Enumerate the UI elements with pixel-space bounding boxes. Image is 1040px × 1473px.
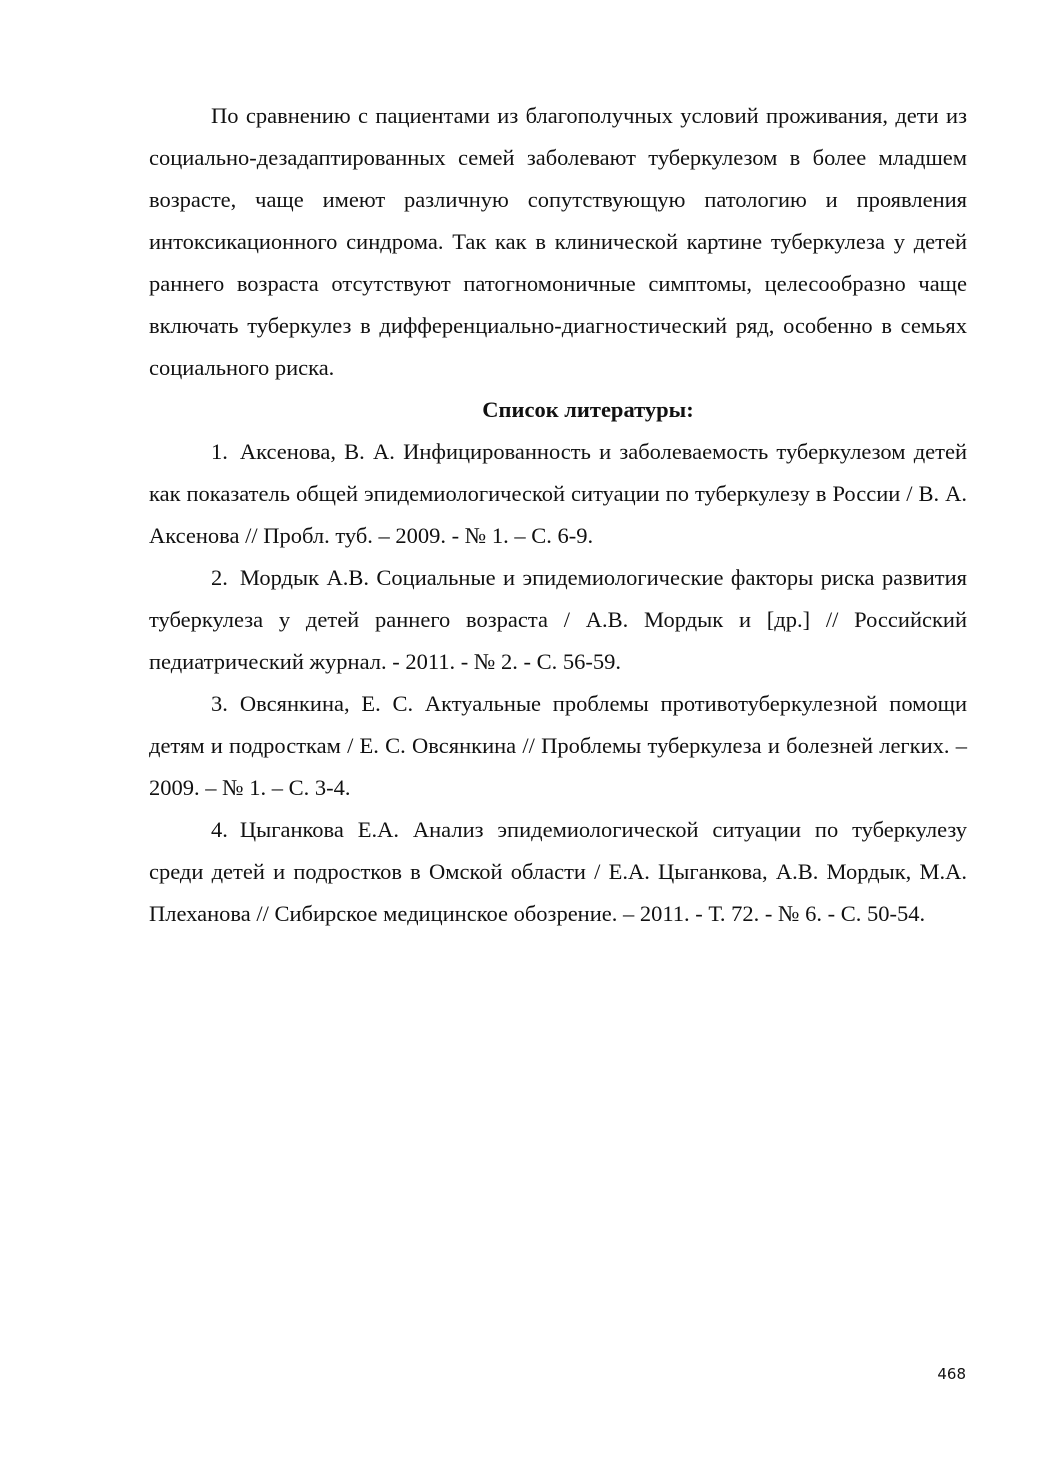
reference-number: 4. xyxy=(211,817,228,842)
reference-text: Мордык А.В. Социальные и эпидемиологические факторы риска развития туберкулеза у детей раннего возраста / А.В. Мордык и [др.] // Российский педиатрический журнал. - 2011. - № 2. - С. 56-59. xyxy=(149,565,967,674)
references-heading: Список литературы: xyxy=(482,397,694,422)
reference-item-1 xyxy=(149,431,967,557)
page-content xyxy=(149,95,967,935)
reference-text: Овсянкина, Е. С. Актуальные проблемы противотуберкулезной помощи детям и подросткам / Е. С. Овсянкина // Проблемы туберкулеза и болезней легких. – 2009. – № 1. – С. 3-4. xyxy=(149,691,967,800)
reference-item-2 xyxy=(149,557,967,683)
reference-number: 2. xyxy=(211,565,228,590)
references-list xyxy=(149,431,967,935)
body-paragraph: По сравнению с пациентами из благополучных условий проживания, дети из социально-дезадаптированных семей заболевают туберкулезом в более младшем возрасте, чаще имеют различную сопутствующую патологию и проявления интоксикационного синдрома. Так как в клинической картине туберкулеза у детей раннего возраста отсутствуют патогномоничные симптомы, целесообразно чаще включать туберкулез в дифференциально-диагностический ряд, особенно в семьях социального риска. xyxy=(149,103,967,380)
reference-number: 3. xyxy=(211,691,228,716)
reference-text: Цыганкова Е.А. Анализ эпидемиологической ситуации по туберкулезу среди детей и подростков в Омской области / Е.А. Цыганкова, А.В. Мордык, М.А. Плеханова // Сибирское медицинское обозрение. – 2011. - Т. 72. - № 6. - С. 50-54. xyxy=(149,817,967,926)
reference-item-4 xyxy=(149,809,967,935)
page-number: 468 xyxy=(937,1365,966,1383)
reference-text: Аксенова, В. А. Инфицированность и заболеваемость туберкулезом детей как показатель общей эпидемиологической ситуации по туберкулезу в России / В. А. Аксенова // Пробл. туб. – 2009. - № 1. – С. 6-9. xyxy=(149,439,967,548)
reference-item-3 xyxy=(149,683,967,809)
reference-number: 1. xyxy=(211,439,228,464)
